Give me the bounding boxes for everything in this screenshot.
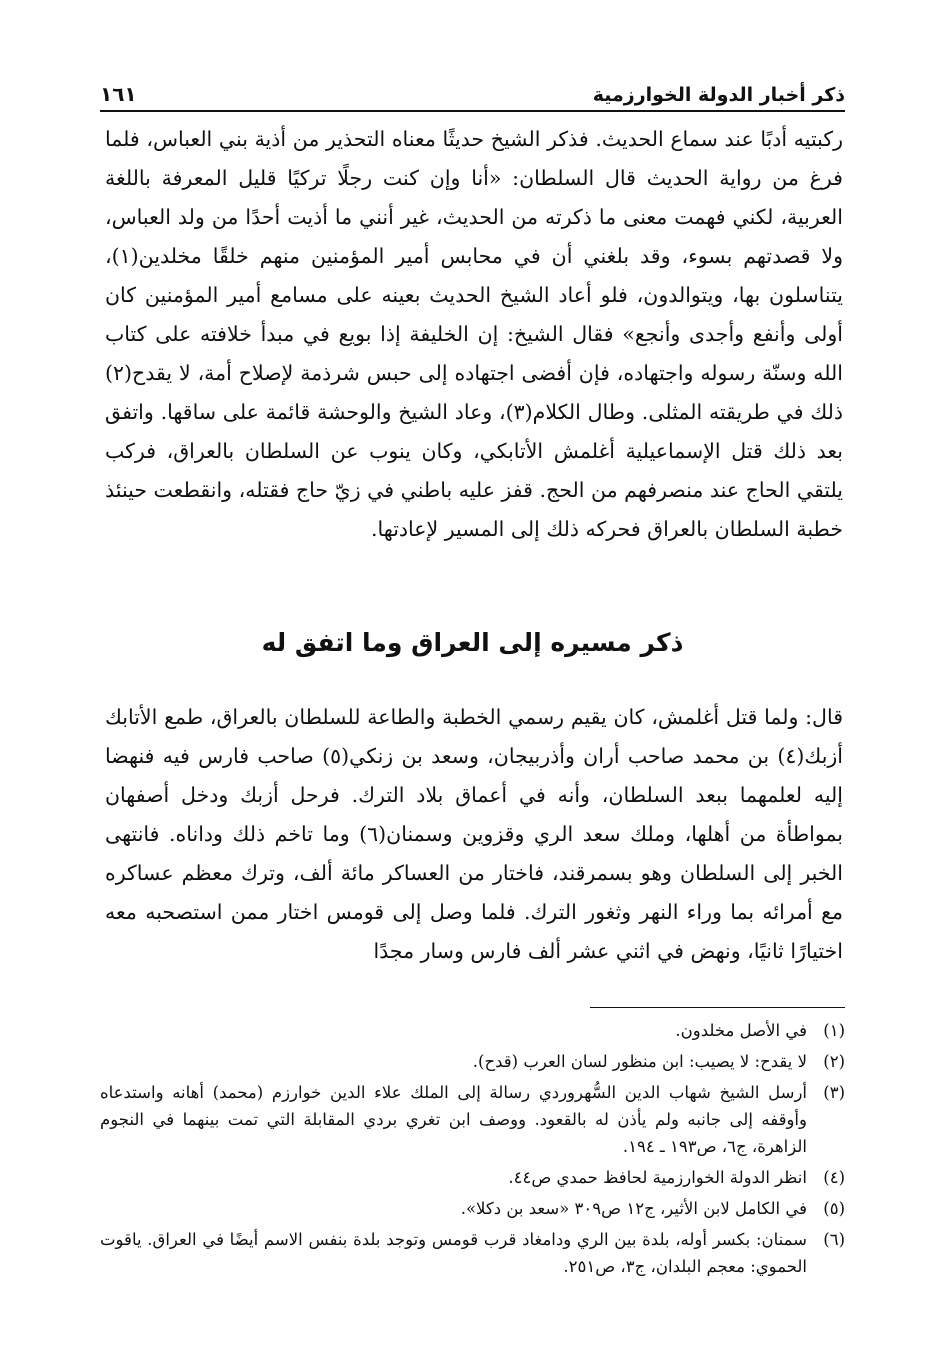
footnote-item [100,1079,845,1160]
footnote-text: في الكامل لابن الأثير، ج١٢ ص٣٠٩ «سعد بن دكلا». [460,1199,807,1218]
body-paragraph-2: قال: ولما قتل أغلمش، كان يقيم رسمي الخطبة والطاعة للسلطان بالعراق، طمع الأتابك أزبك(٤) بن محمد صاحب أران وأذربيجان، وسعد بن زنكي(٥) صاحب فارس فيه فنهضا إليه لعلمهما ببعد السلطان، وأنه في أعماق بلاد الترك. فرحل أزبك ودخل أصفهان بمواطأة من أهلها، وملك سعد الري وقزوين وسمنان(٦) وما تاخم ذلك وداناه. فانتهى الخبر إلى السلطان وهو بسمرقند، فاختار من العساكر مائة ألف، وترك معظم عساكره مع أمرائه بما وراء النهر وثغور الترك. فلما وصل إلى قومس اختار ممن استصحبه معه اختيارًا ثانيًا، ونهض في اثني عشر ألف فارس وسار مجدًا [105,705,843,963]
body-text-block-1 [105,120,843,549]
footnote-item [100,1017,845,1044]
footnote-item [100,1164,845,1191]
footnote-number: (٢) [823,1052,845,1071]
footnote-text: انظر الدولة الخوارزمية لحافظ حمدي ص٤٤. [508,1168,807,1187]
footnote-number: (٤) [823,1168,845,1187]
body-paragraph-1: ركبتيه أدبًا عند سماع الحديث. فذكر الشيخ حديثًا معناه التحذير من أذية بني العباس، فلما فرغ من رواية الحديث قال السلطان: «أنا وإن كنت رجلًا تركيًا قليل المعرفة باللغة العربية، لكني فهمت معنى ما ذكرته من الحديث، غير أنني ما أذيت أحدًا من ولد العباس، ولا قصدتهم بسوء، وقد بلغني أن في محابس أمير المؤمنين منهم خلقًا مخلدين(١)، يتناسلون بها، ويتوالدون، فلو أعاد الشيخ الحديث بعينه على مسامع أمير المؤمنين كان أولى وأنفع وأجدى وأنجع» فقال الشيخ: إن الخليفة إذا بويع في مبدأ خلافته على كتاب الله وسنّة رسوله واجتهاده، فإن أفضى اجتهاده إلى حبس شرذمة لإصلاح أمة، لا يقدح(٢) ذلك في طريقته المثلى. وطال الكلام(٣)، وعاد الشيخ والوحشة قائمة على ساقها. واتفق بعد ذلك قتل الإسماعيلية أغلمش الأتابكي، وكان ينوب عن السلطان بالعراق، فركب يلتقي الحاج عند منصرفهم من الحج. قفز عليه باطني في زيّ حاج فقتله، وانقطعت حينئذ خطبة السلطان بالعراق فحركه ذلك إلى المسير لإعادتها. [105,127,843,541]
footnote-text: سمنان: بكسر أوله، بلدة بين الري ودامغاد قرب قومس وتوجد بلدة بنفس الاسم أيضًا في العراق. ياقوت الحموي: معجم البلدان، ج٣، ص٢٥١. [100,1230,807,1276]
running-title: ذكر أخبار الدولة الخوارزمية [592,84,845,106]
footnote-item [100,1195,845,1222]
footnote-text: أرسل الشيخ شهاب الدين السُّهروردي رسالة إلى الملك علاء الدين خوارزم (محمد) أهانه واستدعاه وأوقفه إلى جانبه ولم يأذن له بالقعود. ووصف ابن تغري بردي المقابلة التي تمت بينهما في النجوم الزاهرة، ج٦، ص١٩٣ ـ ١٩٤. [100,1083,807,1156]
footnote-number: (٥) [823,1199,845,1218]
footnote-item [100,1226,845,1280]
footnote-text: لا يقدح: لا يصيب: ابن منظور لسان العرب (قدح). [472,1052,807,1071]
footnote-number: (١) [823,1021,845,1040]
page-number: ١٦١ [100,82,137,106]
footnotes [100,1017,845,1284]
footnote-rule [590,1007,845,1008]
footnote-text: في الأصل مخلدون. [675,1021,807,1040]
body-text-block-2 [105,698,843,971]
page-header [100,60,845,106]
footnote-number: (٦) [823,1230,845,1249]
footnote-number: (٣) [823,1083,845,1102]
header-rule [100,110,845,112]
footnote-item [100,1048,845,1075]
section-heading: ذكر مسيره إلى العراق وما اتفق له [261,628,684,657]
